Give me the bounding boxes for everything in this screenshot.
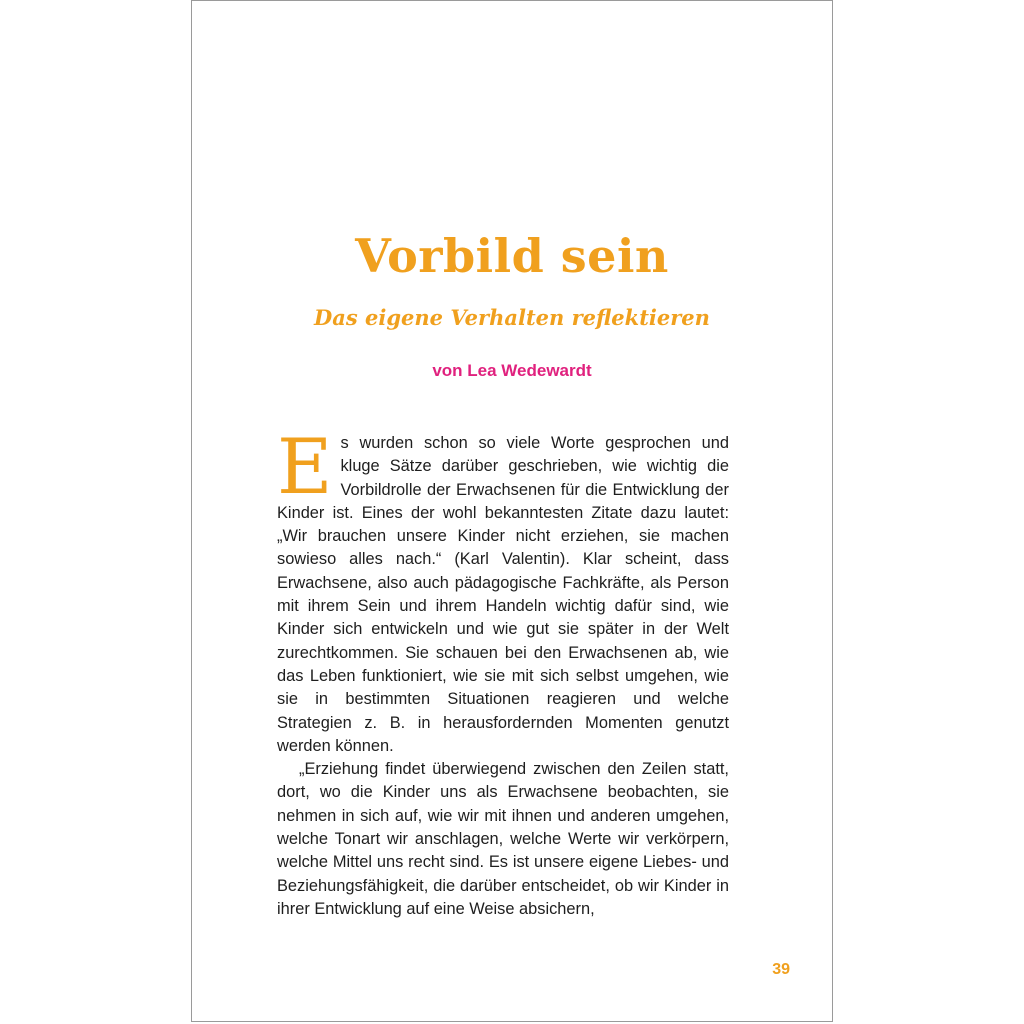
book-page <box>191 0 833 1022</box>
chapter-subtitle: Das eigene Verhalten reflektieren <box>314 305 710 330</box>
paragraph-1-text: s wurden schon so viele Worte gesprochen und kluge Sätze darüber geschrieben, wie wichtig die Vorbildrolle der Erwachsenen für die Entwicklung der Kinder ist. Eines der wohl bekanntesten Zitate dazu lautet: „Wir brauchen unsere Kinder nicht erziehen, sie machen sowieso alles nach.“ (Karl Valentin). Klar scheint, dass Erwachsene, also auch pädagogische Fachkräfte, als Person mit ihrem Sein und ihrem Handeln wichtig dafür sind, wie Kinder sich entwickeln und wie gut sie später in der Welt zurechtkommen. Sie schauen bei den Erwachsenen ab, wie das Leben funktioniert, wie sie mit sich selbst umgehen, wie sie in bestimmten Situationen reagieren und welche Strategien z. B. in herausfordernden Momenten genutzt werden können. <box>277 434 729 755</box>
body-text <box>277 422 729 921</box>
chapter-title: Vorbild sein <box>355 229 669 283</box>
paragraph-1 <box>277 422 729 758</box>
drop-cap: E <box>277 422 333 511</box>
paragraph-2: „Erziehung findet überwiegend zwischen den Zeilen statt, dort, wo die Kinder uns als Erwachsene beobachten, sie nehmen in sich auf, wie wir mit ihnen und anderen umgehen, welche Tonart wir anschlagen, welche Werte wir verkörpern, welche Mittel uns recht sind. Es ist unsere eigene Liebes- und Beziehungsfähigkeit, die darüber entscheidet, ob wir Kinder in ihrer Entwicklung auf eine Weise absichern, <box>277 760 729 918</box>
author-line: von Lea Wedewardt <box>432 361 592 380</box>
page-number: 39 <box>772 961 790 978</box>
